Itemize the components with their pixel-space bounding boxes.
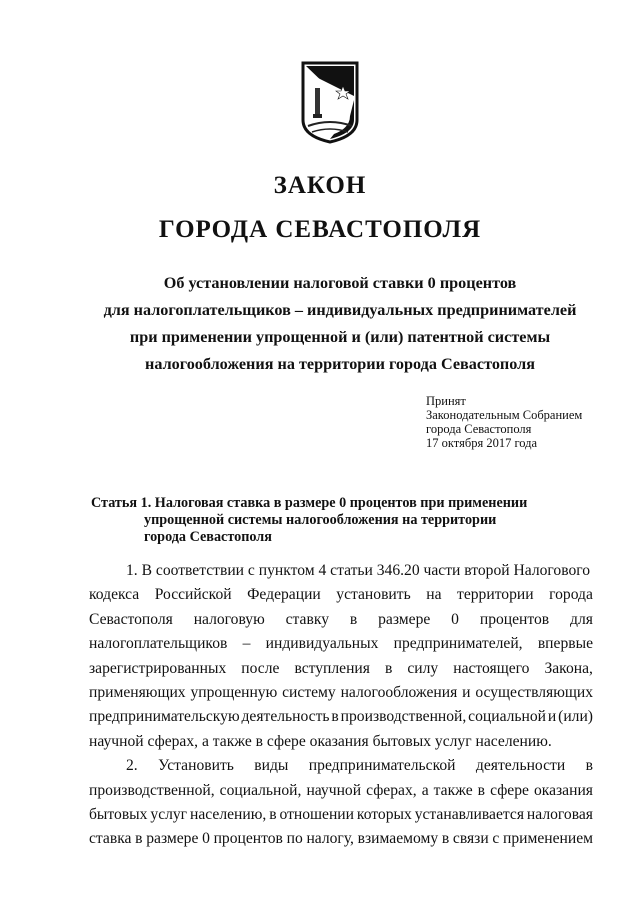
word: размере: [146, 830, 199, 848]
word: вступления: [294, 659, 370, 677]
word: настоящего: [453, 659, 530, 677]
article-heading-line: города Севастополя: [144, 529, 272, 545]
adoption-line: Законодательным Собранием: [426, 408, 583, 422]
subtitle-line: налогообложения на территории города Севастополя: [145, 355, 535, 373]
article-heading-line: Статья 1. Налоговая ставка в размере 0 процентов при применении: [91, 495, 528, 511]
word: 0: [202, 830, 210, 848]
word: индивидуальных: [265, 635, 379, 653]
word: отношении: [279, 806, 354, 824]
word: ставка: [89, 830, 132, 848]
word: предпринимателей,: [393, 635, 523, 653]
paragraph-line: научной сферах, а также в сфере оказания бытовых услуг населению.: [89, 732, 552, 750]
adoption-line: Принят: [426, 394, 466, 408]
word: в: [585, 757, 593, 775]
word: осуществляющих: [475, 684, 593, 702]
word: налогоплательщиков: [89, 635, 228, 653]
word: взимаемому: [357, 830, 439, 848]
word: упрощенную: [190, 684, 278, 702]
word: бытовых: [89, 806, 148, 824]
article-heading: [91, 495, 527, 546]
word: в: [331, 708, 339, 726]
word: применяющих: [89, 684, 186, 702]
word: процентов: [479, 610, 550, 628]
article-body: [89, 559, 593, 852]
adoption-line: города Севастополя: [426, 422, 532, 436]
word: в: [384, 659, 393, 677]
word: силу: [407, 659, 439, 677]
word: налогу,: [306, 830, 354, 848]
word: процентов: [213, 830, 283, 848]
paragraph-line: [89, 657, 593, 681]
word: деятельности: [475, 757, 566, 775]
paragraph-line: [89, 608, 593, 632]
word: Закона,: [544, 659, 593, 677]
word: связи: [452, 830, 489, 848]
word: и: [547, 708, 557, 726]
word: 2.: [126, 757, 138, 775]
word: предпринимательскую: [89, 708, 240, 726]
word: Установить: [158, 757, 234, 775]
word: оказания: [533, 781, 593, 799]
word: социальной,: [219, 781, 302, 799]
word: предпринимательской: [308, 757, 456, 775]
adoption-note: [426, 394, 582, 450]
subtitle-line: при применении упрощенной и (или) патентной системы: [129, 328, 551, 346]
word: для: [570, 610, 593, 628]
word: применением: [502, 830, 593, 848]
word: кодекса: [89, 586, 140, 604]
word: города: [549, 586, 593, 604]
word: сфере: [490, 781, 529, 799]
law-subtitle: [60, 270, 620, 378]
coat-of-arms-emblem: [300, 60, 360, 144]
word: а: [421, 781, 429, 799]
word: с: [492, 830, 500, 848]
word: Федерации: [247, 586, 321, 604]
word: систему: [282, 684, 336, 702]
word: территории: [457, 586, 534, 604]
word: услуг: [150, 806, 188, 824]
word: налоговая: [526, 806, 593, 824]
word: 0: [451, 610, 459, 628]
word: Российской: [154, 586, 232, 604]
word: также: [433, 781, 473, 799]
word: налогообложения: [340, 684, 458, 702]
word: на: [426, 586, 442, 604]
paragraph-line: [89, 827, 593, 851]
word: в: [349, 610, 358, 628]
word: по: [286, 830, 303, 848]
word: размере: [378, 610, 431, 628]
adoption-date: 17 октября 2017 года: [426, 436, 538, 450]
word: в: [135, 830, 143, 848]
word: населению,: [190, 806, 267, 824]
word: устанавливается: [414, 806, 524, 824]
word: (или): [558, 708, 593, 726]
word: впервые: [537, 635, 593, 653]
word: производственной,: [89, 781, 215, 799]
word: виды: [254, 757, 289, 775]
word: сферах,: [366, 781, 417, 799]
word: научной: [306, 781, 362, 799]
paragraph-line: [89, 803, 593, 827]
word: ставку: [285, 610, 329, 628]
paragraph-line: 1. В соответствии с пунктом 4 статьи 346.20 части второй Налогового: [126, 562, 591, 579]
word: в: [441, 830, 450, 848]
subtitle-line: для налогоплательщиков – индивидуальных предпринимателей: [103, 301, 577, 319]
word: в: [477, 781, 486, 799]
paragraph-line: [89, 681, 593, 705]
word: социальной: [468, 708, 547, 726]
article-heading-line: упрощенной системы налогообложения на территории: [144, 512, 497, 528]
paragraph-line: [89, 632, 593, 656]
paragraph-line: [89, 705, 593, 729]
law-title: ЗАКОН: [273, 172, 367, 199]
word: зарегистрированных: [89, 659, 227, 677]
word: Севастополя: [89, 610, 173, 628]
word: после: [241, 659, 280, 677]
word: деятельность: [241, 708, 330, 726]
city-title: ГОРОДА СЕВАСТОПОЛЯ: [158, 216, 482, 243]
subtitle-line: Об установлении налоговой ставки 0 процентов: [163, 274, 517, 292]
word: –: [242, 635, 251, 653]
word: в: [269, 806, 277, 824]
word: и: [462, 684, 471, 702]
word: которых: [356, 806, 412, 824]
paragraph-line: [89, 754, 593, 778]
word: установить: [336, 586, 411, 604]
word: налоговую: [193, 610, 265, 628]
word: производственной,: [340, 708, 467, 726]
paragraph-line: [89, 583, 593, 607]
paragraph-line: [89, 779, 593, 803]
